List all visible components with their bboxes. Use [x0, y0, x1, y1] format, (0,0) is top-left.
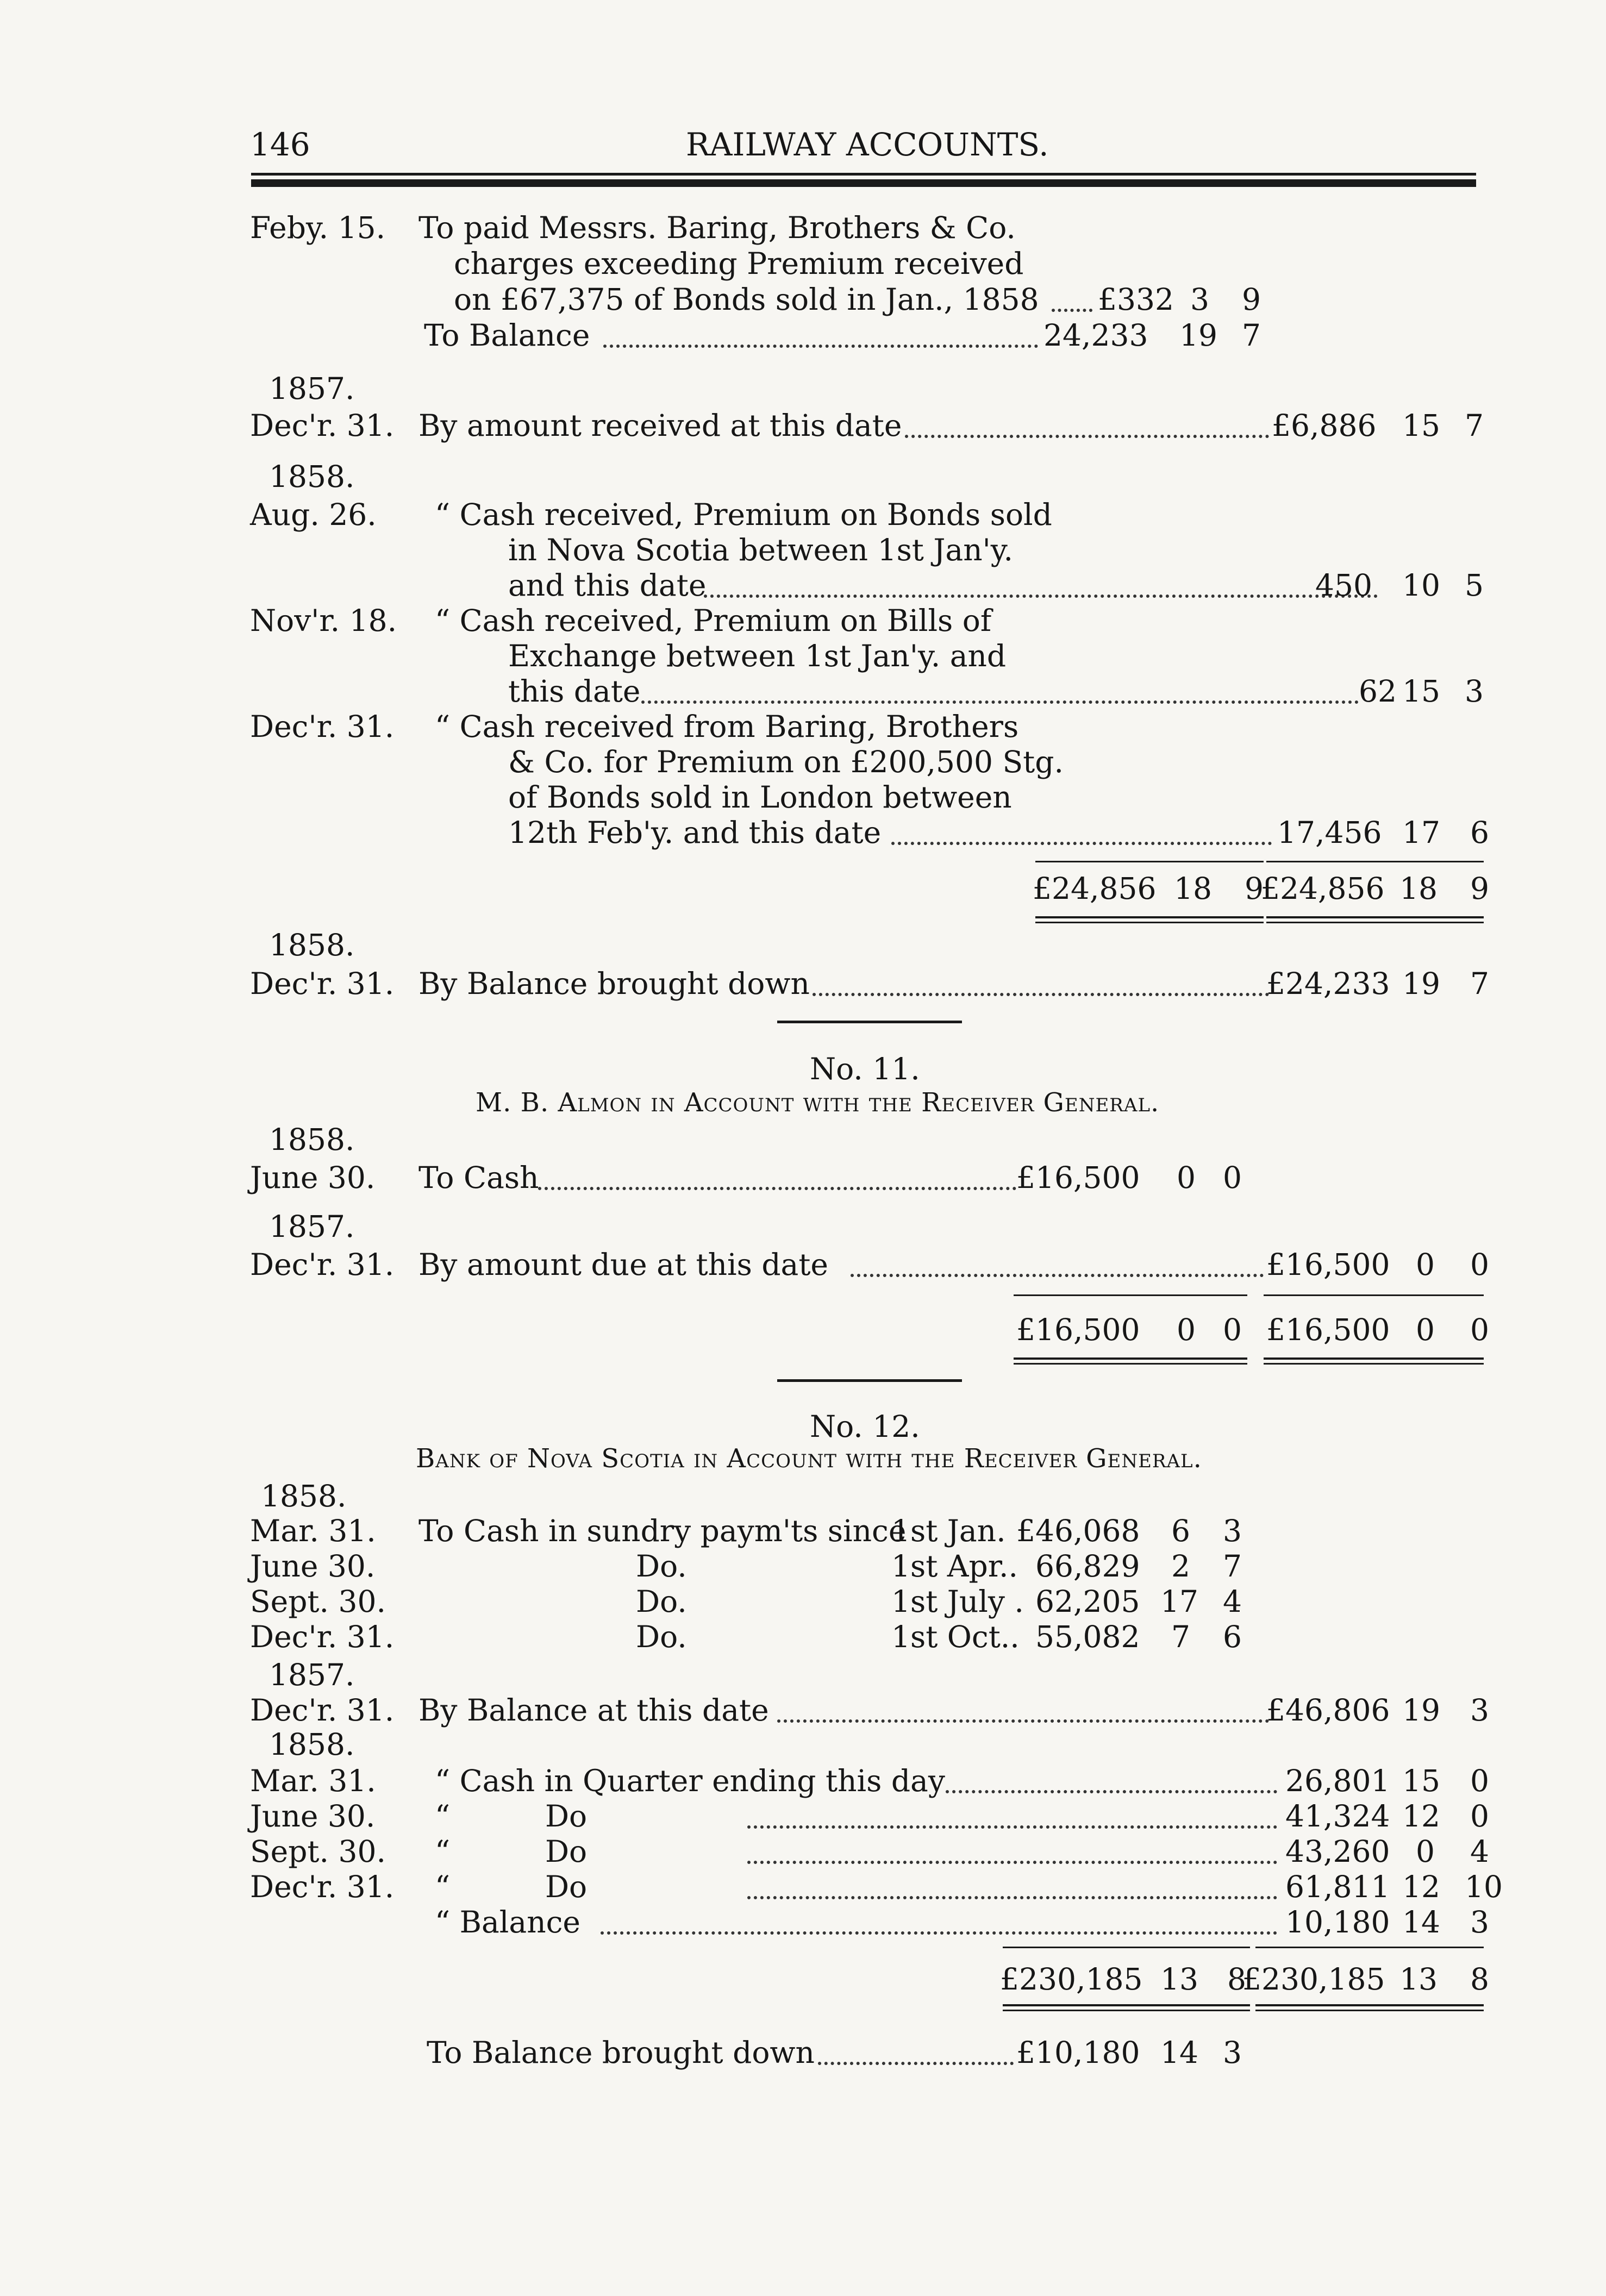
date: Feby. 15.: [250, 210, 386, 245]
amount-shillings: 19: [1402, 966, 1440, 1001]
entry-line: “ Cash received, Premium on Bonds sold: [435, 497, 1052, 532]
entry-line: Do.: [636, 1549, 687, 1584]
total-double-rule: [1003, 2004, 1250, 2006]
year: 1857.: [269, 371, 355, 406]
entry-line: on £67,375 of Bonds sold in Jan., 1858: [454, 282, 1039, 317]
amount-pounds: £6,886: [1272, 408, 1377, 443]
amount-pence: 6: [1470, 815, 1489, 850]
leader-dots: [1052, 309, 1092, 312]
amount-pounds: 61,811: [1285, 1869, 1390, 1904]
amount-shillings: 15: [1402, 1763, 1440, 1798]
entry-since: 1st July .: [891, 1584, 1024, 1619]
total-credit-pence: 0: [1470, 1312, 1489, 1347]
section-divider: [777, 1379, 962, 1382]
total-rule: [1014, 1294, 1247, 1296]
entry-line: Do.: [636, 1584, 687, 1619]
leader-dots: [818, 2062, 1014, 2065]
amount-shillings: 10: [1402, 568, 1440, 603]
total-double-rule: [1264, 1363, 1484, 1365]
amount-shillings: 15: [1402, 408, 1440, 443]
header-rule-thick: [251, 179, 1476, 187]
entry-line: “ Do: [435, 1869, 588, 1904]
total-double-rule: [1035, 916, 1264, 918]
leader-dots: [777, 1719, 1269, 1723]
total-double-rule: [1255, 2010, 1484, 2011]
leader-dots: [704, 595, 1378, 598]
total-debit-pounds: £230,185: [1000, 1962, 1143, 1997]
amount-pence: 0: [1470, 1763, 1489, 1798]
entry-line: To Balance: [424, 318, 590, 353]
total-debit-pounds: £16,500: [1016, 1312, 1140, 1347]
entry-line: “ Cash received from Baring, Brothers: [435, 709, 1019, 744]
entry-line: 12th Feb'y. and this date: [508, 815, 882, 850]
total-credit-shillings: 18: [1399, 871, 1438, 906]
amount-pence: 3: [1223, 1513, 1242, 1548]
amount-shillings: 12: [1402, 1869, 1440, 1904]
total-debit-pence: 0: [1223, 1312, 1242, 1347]
total-double-rule: [1266, 922, 1484, 923]
total-double-rule: [1003, 2010, 1250, 2011]
total-rule: [1035, 861, 1264, 862]
amount-pence: 0: [1223, 1160, 1242, 1195]
amount-shillings: 19: [1402, 1693, 1440, 1728]
leader-dots: [603, 345, 1038, 348]
amount-pounds: 24,233: [1043, 318, 1148, 353]
date: Aug. 26.: [250, 497, 377, 532]
total-credit-pence: 9: [1470, 871, 1489, 906]
date: June 30.: [250, 1549, 376, 1584]
entry-line: By amount received at this date: [418, 408, 902, 443]
amount-pounds: 17,456: [1277, 815, 1382, 850]
total-credit-shillings: 13: [1399, 1962, 1438, 1997]
date: Sept. 30.: [250, 1584, 386, 1619]
amount-pence: 5: [1465, 568, 1484, 603]
total-double-rule: [1266, 916, 1484, 918]
total-debit-shillings: 13: [1160, 1962, 1198, 1997]
year: 1858.: [269, 928, 355, 962]
amount-shillings: 17: [1160, 1584, 1198, 1619]
total-rule: [1255, 1947, 1484, 1948]
year: 1858.: [269, 459, 355, 494]
leader-dots: [601, 1931, 1277, 1935]
entry-line: Exchange between 1st Jan'y. and: [508, 639, 1007, 673]
date: Dec'r. 31.: [250, 966, 395, 1001]
amount-pence: 0: [1470, 1799, 1489, 1834]
total-credit-pounds: £16,500: [1266, 1312, 1390, 1347]
amount-pounds: £46,806: [1266, 1693, 1390, 1728]
amount-pence: 4: [1470, 1834, 1489, 1869]
page-number: 146: [250, 126, 310, 163]
amount-shillings: 7: [1171, 1619, 1190, 1654]
amount-shillings: 14: [1402, 1905, 1440, 1940]
entry-line: “ Cash in Quarter ending this day: [435, 1763, 945, 1798]
amount-pounds: £16,500: [1016, 1160, 1140, 1195]
running-title: RAILWAY ACCOUNTS.: [686, 126, 1049, 163]
amount-pounds: 62: [1359, 674, 1397, 709]
amount-pence: 0: [1470, 1247, 1489, 1282]
total-double-rule: [1264, 1357, 1484, 1360]
total-credit-pence: 8: [1470, 1962, 1489, 1997]
date: Dec'r. 31.: [250, 408, 395, 443]
leader-dots: [538, 1187, 1016, 1190]
section-number: No. 12.: [810, 1409, 920, 1444]
entry-line: & Co. for Premium on £200,500 Stg.: [508, 745, 1064, 779]
entry-since: 1st Jan.: [891, 1513, 1006, 1548]
entry-line: of Bonds sold in London between: [508, 780, 1012, 815]
leader-dots: [905, 435, 1269, 438]
amount-pounds: 62,205: [1035, 1584, 1140, 1619]
amount-pence: 7: [1470, 966, 1489, 1001]
total-debit-shillings: 18: [1174, 871, 1212, 906]
leader-dots: [641, 700, 1359, 704]
amount-pounds: 66,829: [1035, 1549, 1140, 1584]
amount-pence: 7: [1242, 318, 1261, 353]
entry-since: 1st Oct..: [891, 1619, 1020, 1654]
date: Dec'r. 31.: [250, 1869, 395, 1904]
entry-line: “ Balance: [435, 1905, 580, 1940]
amount-pounds: 43,260: [1285, 1834, 1390, 1869]
section-title: M. B. Almon in Account with the Receiver General.: [476, 1087, 1160, 1118]
amount-pounds: 450: [1315, 568, 1372, 603]
amount-pence: 3: [1223, 2035, 1242, 2070]
amount-shillings: 17: [1402, 815, 1440, 850]
amount-pounds: £10,180: [1016, 2035, 1140, 2070]
date: June 30.: [250, 1799, 376, 1834]
entry-line: To Cash in sundry paym'ts since: [418, 1513, 907, 1548]
amount-pounds: £332: [1098, 282, 1174, 317]
date: Sept. 30.: [250, 1834, 386, 1869]
date: Dec'r. 31.: [250, 1693, 395, 1728]
total-debit-pence: 9: [1245, 871, 1264, 906]
amount-pence: 9: [1242, 282, 1261, 317]
total-double-rule: [1255, 2004, 1484, 2006]
amount-shillings: 0: [1416, 1247, 1435, 1282]
amount-shillings: 0: [1177, 1160, 1196, 1195]
amount-pence: 7: [1465, 408, 1484, 443]
total-rule: [1266, 861, 1484, 862]
entry-since: 1st Apr..: [891, 1549, 1018, 1584]
amount-pounds: 26,801: [1285, 1763, 1390, 1798]
header-rule-thin: [251, 173, 1476, 176]
date: Dec'r. 31.: [250, 709, 395, 744]
amount-pounds: £24,233: [1266, 966, 1390, 1001]
amount-pence: 7: [1223, 1549, 1242, 1584]
section-divider: [777, 1021, 962, 1023]
entry-line: in Nova Scotia between 1st Jan'y.: [508, 533, 1014, 567]
entry-line: By amount due at this date: [418, 1247, 828, 1282]
total-credit-shillings: 0: [1416, 1312, 1435, 1347]
total-double-rule: [1035, 922, 1264, 923]
amount-pence: 6: [1223, 1619, 1242, 1654]
amount-pence: 4: [1223, 1584, 1242, 1619]
amount-shillings: 2: [1171, 1549, 1190, 1584]
amount-pounds: £16,500: [1266, 1247, 1390, 1282]
amount-shillings: 19: [1179, 318, 1217, 353]
entry-line: By Balance brought down: [418, 966, 810, 1001]
entry-line: “ Do: [435, 1834, 588, 1869]
date: Nov'r. 18.: [250, 603, 397, 638]
amount-shillings: 12: [1402, 1799, 1440, 1834]
date: Dec'r. 31.: [250, 1619, 395, 1654]
total-rule: [1003, 1947, 1250, 1948]
leader-dots: [747, 1861, 1277, 1864]
amount-shillings: 3: [1190, 282, 1209, 317]
entry-line: charges exceeding Premium received: [454, 246, 1024, 281]
total-credit-pounds: £230,185: [1242, 1962, 1385, 1997]
section-title: Bank of Nova Scotia in Account with the Receiver General.: [416, 1443, 1202, 1474]
entry-line: Do.: [636, 1619, 687, 1654]
year: 1857.: [269, 1657, 355, 1692]
total-debit-pounds: £24,856: [1033, 871, 1157, 906]
year: 1858.: [269, 1727, 355, 1762]
total-debit-pence: 8: [1227, 1962, 1246, 1997]
entry-line: “ Cash received, Premium on Bills of: [435, 603, 992, 638]
leader-dots: [813, 993, 1269, 996]
amount-pence: 3: [1470, 1905, 1489, 1940]
total-double-rule: [1014, 1357, 1247, 1360]
total-rule: [1264, 1294, 1484, 1296]
leader-dots: [747, 1896, 1277, 1899]
date: June 30.: [250, 1160, 376, 1195]
total-double-rule: [1014, 1363, 1247, 1365]
year: 1858.: [269, 1122, 355, 1157]
total-credit-pounds: £24,856: [1261, 871, 1385, 906]
entry-line: By Balance at this date: [418, 1693, 769, 1728]
amount-pounds: 55,082: [1035, 1619, 1140, 1654]
date: Mar. 31.: [250, 1763, 376, 1798]
amount-pence: 3: [1470, 1693, 1489, 1728]
date: Mar. 31.: [250, 1513, 376, 1548]
leader-dots: [891, 842, 1272, 845]
amount-pounds: £46,068: [1016, 1513, 1140, 1548]
amount-pounds: 10,180: [1285, 1905, 1390, 1940]
amount-shillings: 6: [1171, 1513, 1190, 1548]
leader-dots: [946, 1790, 1277, 1793]
amount-shillings: 14: [1160, 2035, 1198, 2070]
leader-dots: [747, 1825, 1277, 1829]
amount-pounds: 41,324: [1285, 1799, 1390, 1834]
entry-line: and this date: [508, 568, 707, 603]
section-number: No. 11.: [810, 1052, 920, 1086]
amount-shillings: 15: [1402, 674, 1440, 709]
date: Dec'r. 31.: [250, 1247, 395, 1282]
entry-line: To Balance brought down: [427, 2035, 815, 2070]
year: 1857.: [269, 1209, 355, 1244]
leader-dots: [851, 1274, 1264, 1277]
total-debit-shillings: 0: [1177, 1312, 1196, 1347]
amount-pence: 10: [1465, 1869, 1503, 1904]
amount-shillings: 0: [1416, 1834, 1435, 1869]
entry-line: To Cash: [418, 1160, 539, 1195]
amount-pence: 3: [1465, 674, 1484, 709]
entry-line: this date: [508, 674, 641, 709]
year: 1858.: [261, 1479, 347, 1513]
entry-line: “ Do: [435, 1799, 588, 1834]
entry-line: To paid Messrs. Baring, Brothers & Co.: [418, 210, 1016, 245]
